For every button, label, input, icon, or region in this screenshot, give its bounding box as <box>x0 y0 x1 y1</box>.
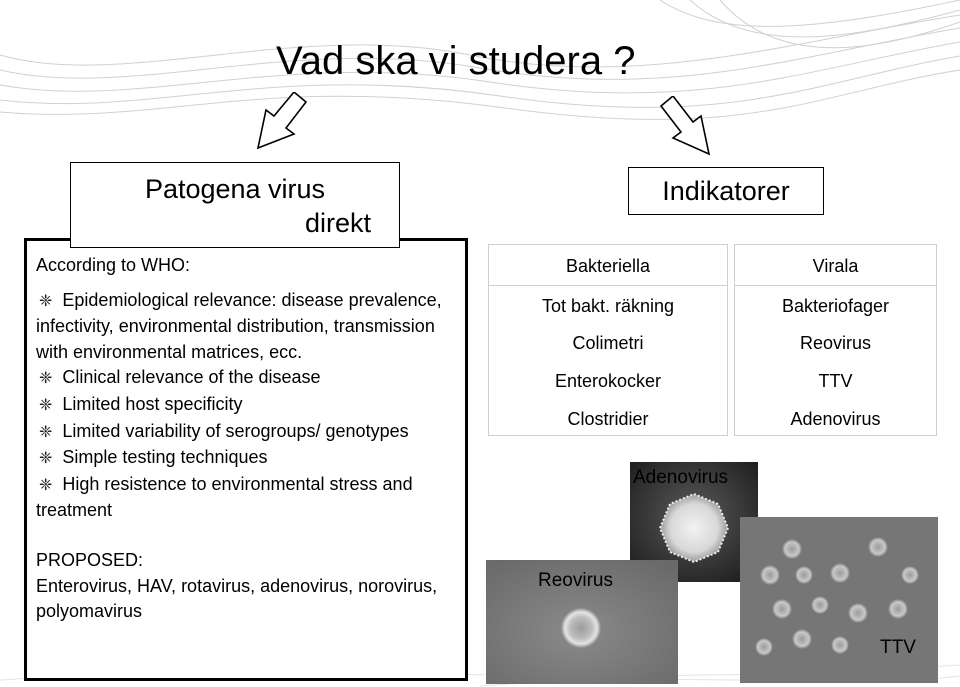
page-title: Vad ska vi studera ? <box>276 39 636 83</box>
criteria-text: Simple testing techniques <box>62 447 268 468</box>
criteria-text: Limited variability of serogroups/ genotypes <box>62 420 409 441</box>
bullet-icon: ❈ <box>39 423 53 441</box>
pathogenic-header-line2: direkt <box>304 208 371 238</box>
table-header: Virala <box>735 245 936 286</box>
arrow-down-right-icon <box>655 96 715 158</box>
indicators-header: Indikatorer <box>628 167 824 215</box>
bullet-icon: ❈ <box>39 450 53 468</box>
criteria-text: Clinical relevance of the disease <box>62 367 321 388</box>
table-row: TTV <box>818 371 853 391</box>
proposed-label: PROPOSED: <box>36 549 144 570</box>
adenovirus-label: Adenovirus <box>633 467 729 488</box>
criteria-item <box>36 419 466 446</box>
table-row: Bakteriofager <box>781 296 890 316</box>
table-row: Colimetri <box>572 333 644 353</box>
table-row: Tot bakt. räkning <box>541 296 675 316</box>
table-header: Bakteriella <box>489 245 727 286</box>
criteria-item <box>36 288 466 366</box>
table-row: Enterokocker <box>554 371 662 391</box>
criteria-item <box>36 445 466 472</box>
bullet-icon: ❈ <box>39 396 53 414</box>
criteria-item <box>36 472 466 524</box>
reovirus-label: Reovirus <box>538 570 613 591</box>
criteria-text: Epidemiological relevance: disease prevalence, infectivity, environmental distribution, transmission with environmental matrices, ecc. <box>36 289 442 362</box>
ttv-label: TTV <box>880 637 916 658</box>
who-criteria-text <box>36 253 466 625</box>
criteria-item <box>36 392 466 419</box>
who-heading: According to WHO: <box>36 255 191 275</box>
pathogenic-header-line1: Patogena virus <box>144 174 326 204</box>
criteria-item <box>36 365 466 392</box>
proposed-text: Enterovirus, HAV, rotavirus, adenovirus, norovirus, polyomavirus <box>36 575 438 622</box>
bullet-icon: ❈ <box>39 476 53 494</box>
criteria-text: High resistence to environmental stress and treatment <box>36 473 413 521</box>
table-row: Reovirus <box>799 333 872 353</box>
bullet-icon: ❈ <box>39 292 53 310</box>
arrow-down-left-icon <box>252 92 312 152</box>
viral-indicators-table <box>734 244 937 436</box>
table-row: Clostridier <box>567 409 649 429</box>
criteria-text: Limited host specificity <box>62 393 243 414</box>
pathogenic-viruses-header <box>70 162 400 248</box>
bullet-icon: ❈ <box>39 370 53 388</box>
bacterial-indicators-table <box>488 244 728 436</box>
table-row: Adenovirus <box>790 409 881 429</box>
